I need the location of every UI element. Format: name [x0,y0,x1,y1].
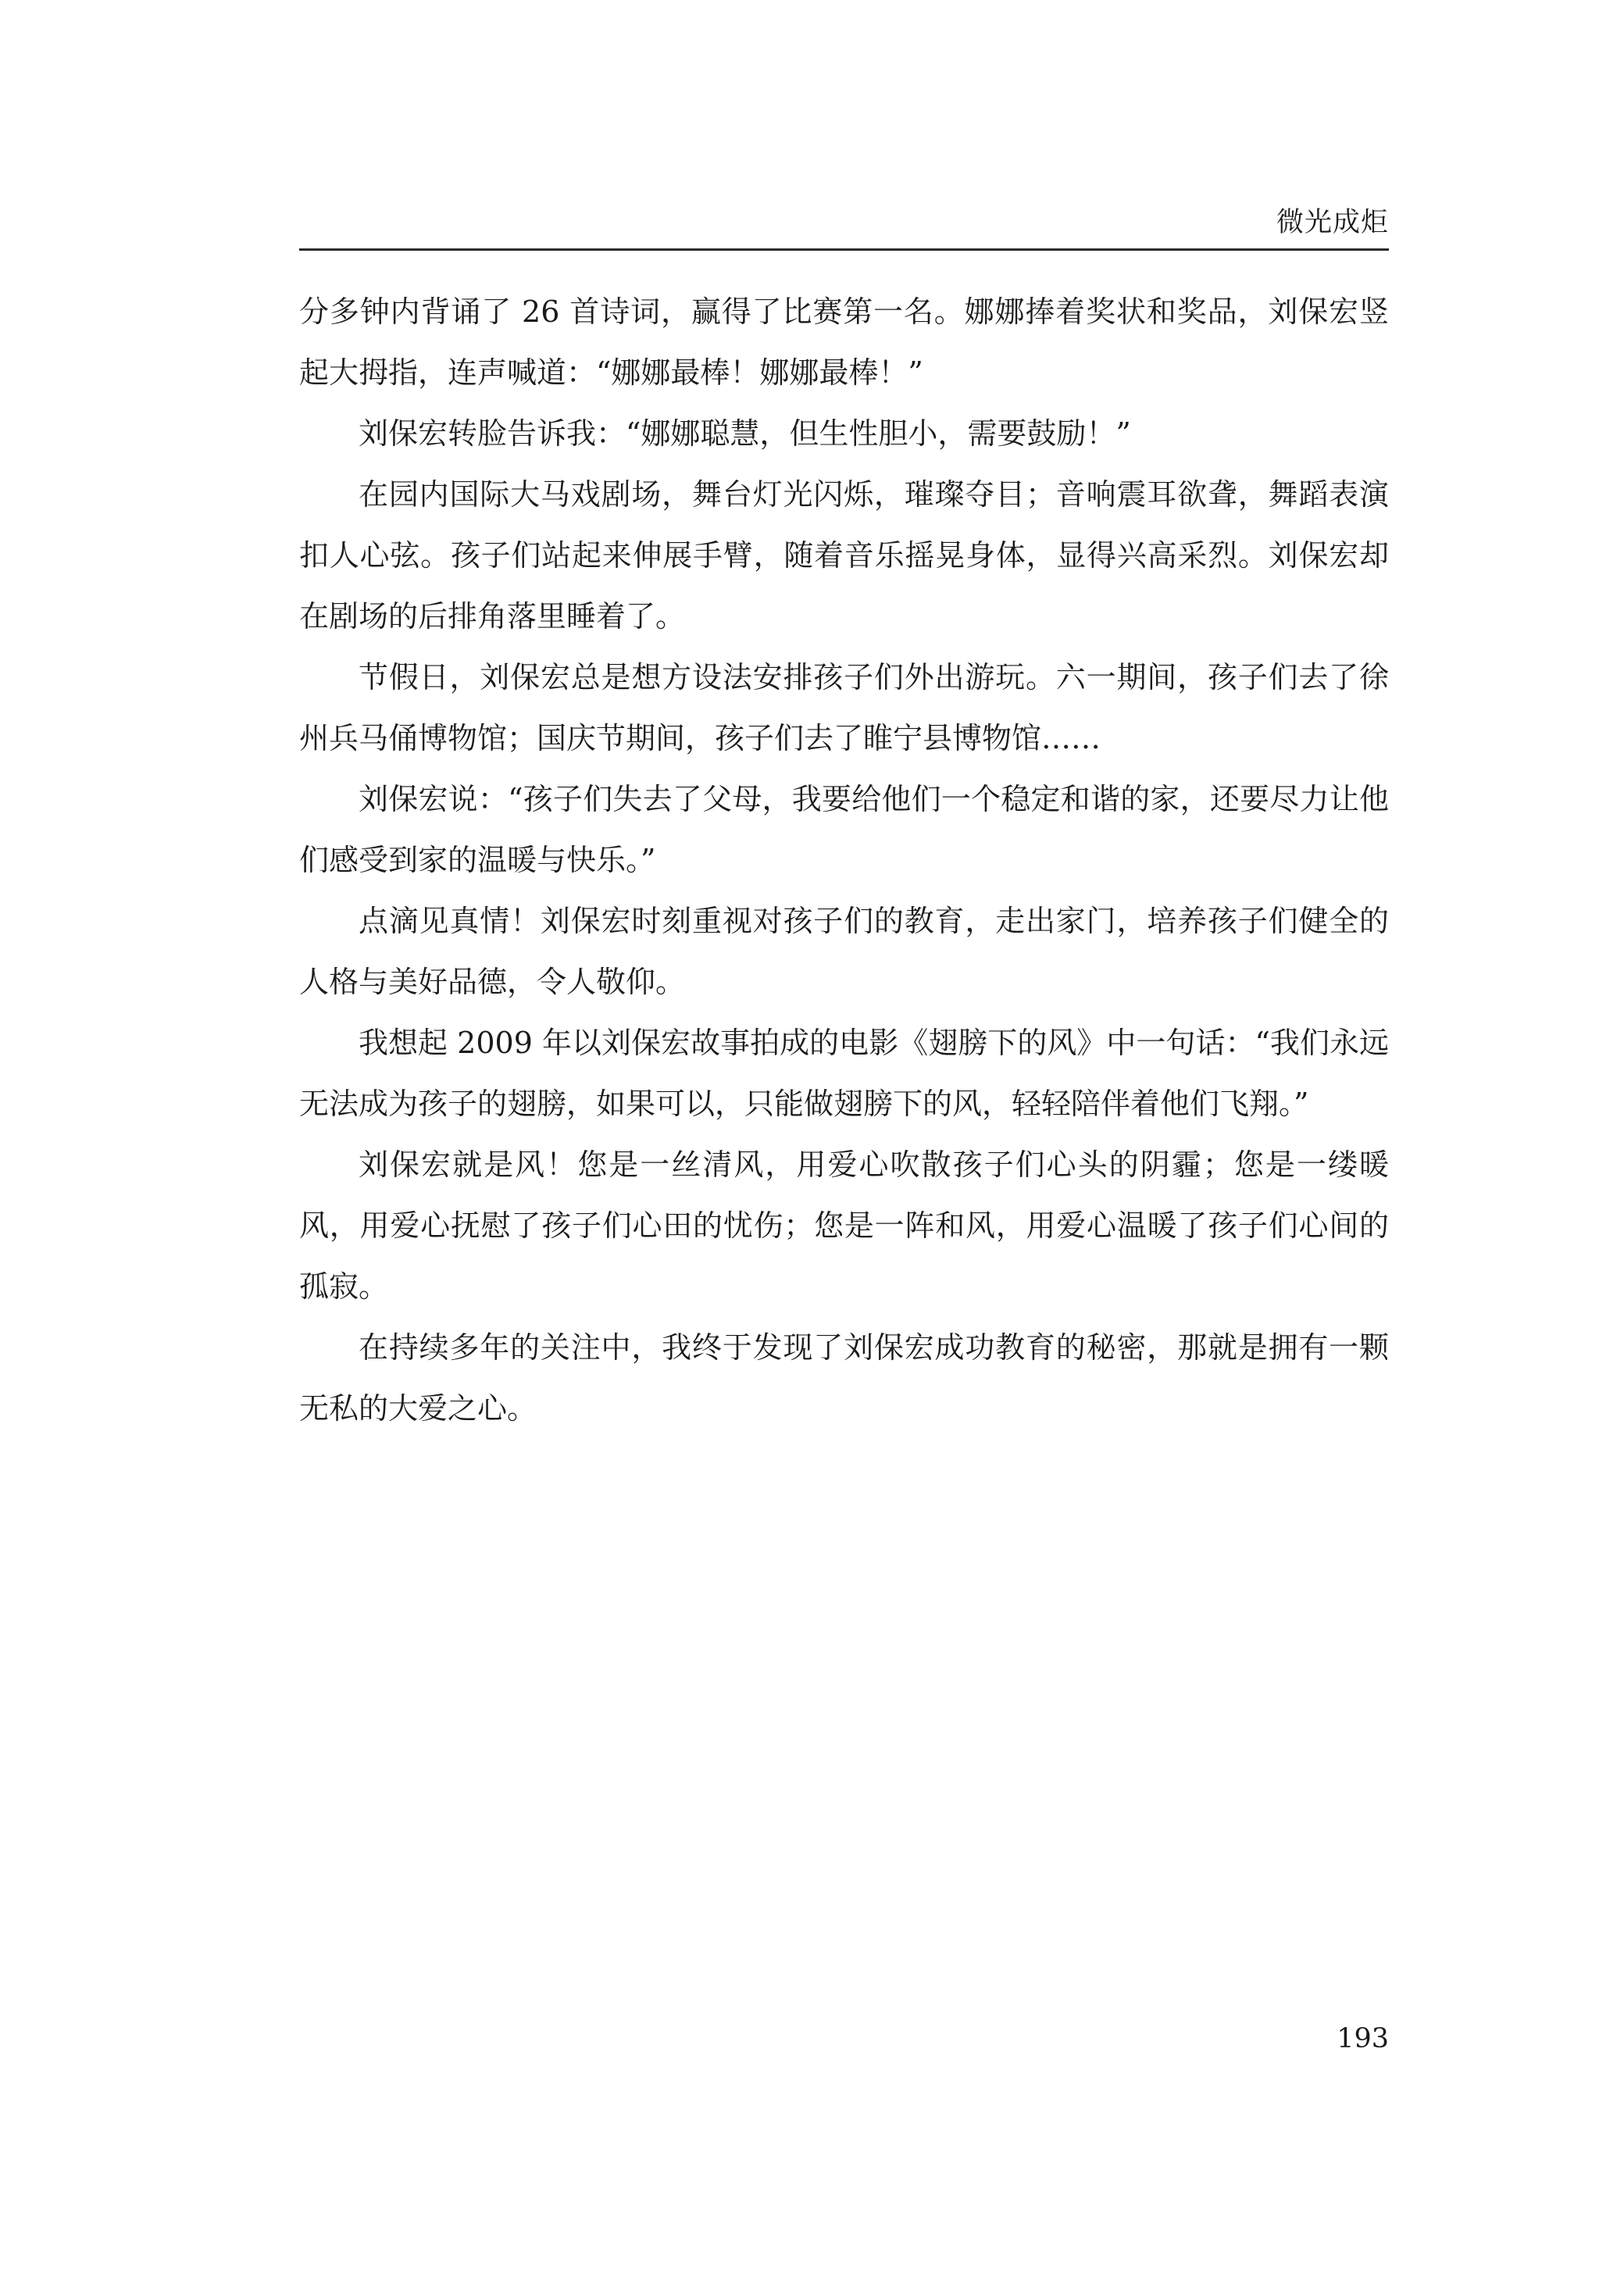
paragraph: 在园内国际大马戏剧场，舞台灯光闪烁，璀璨夺目；音响震耳欲聋，舞蹈表演扣人心弦。孩子们站起来伸展手臂，随着音乐摇晃身体，显得兴高采烈。刘保宏却在剧场的后排角落里睡着了。 [299,477,1389,634]
page-number: 193 [1337,2023,1389,2054]
paragraph: 刘保宏说：“孩子们失去了父母，我要给他们一个稳定和谐的家，还要尽力让他们感受到家的温暖与快乐。” [299,782,1389,877]
paragraph: 节假日，刘保宏总是想方设法安排孩子们外出游玩。六一期间，孩子们去了徐州兵马俑博物馆；国庆节期间，孩子们去了睢宁县博物馆…… [299,660,1389,755]
paragraph: 我想起 2009 年以刘保宏故事拍成的电影《翅膀下的风》中一句话：“我们永远无法成为孩子的翅膀，如果可以，只能做翅膀下的风，轻轻陪伴着他们飞翔。” [299,1026,1389,1121]
paragraph: 刘保宏转脸告诉我：“娜娜聪慧，但生性胆小，需要鼓励！” [359,416,1131,451]
header-rule [299,248,1389,251]
paragraph: 点滴见真情！刘保宏时刻重视对孩子们的教育，走出家门，培养孩子们健全的人格与美好品德，令人敬仰。 [299,904,1389,999]
body-text [299,281,1389,1439]
paragraph: 在持续多年的关注中，我终于发现了刘保宏成功教育的秘密，那就是拥有一颗无私的大爱之心。 [299,1330,1389,1426]
running-header: 微光成炬 [1276,207,1389,238]
paragraph: 分多钟内背诵了 26 首诗词，赢得了比赛第一名。娜娜捧着奖状和奖品，刘保宏竖起大拇指，连声喊道：“娜娜最棒！娜娜最棒！” [299,294,1389,390]
paragraph: 刘保宏就是风！您是一丝清风，用爱心吹散孩子们心头的阴霾；您是一缕暖风，用爱心抚慰了孩子们心田的忧伤；您是一阵和风，用爱心温暖了孩子们心间的孤寂。 [299,1147,1389,1304]
